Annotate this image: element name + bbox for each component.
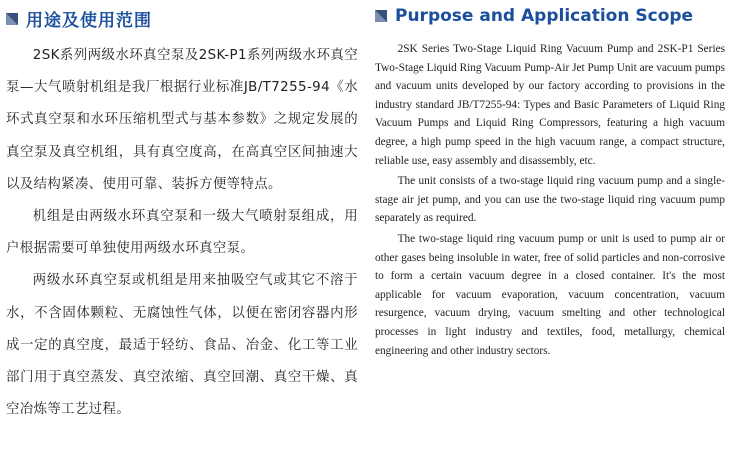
- diagonal-square-icon: [375, 10, 387, 22]
- chinese-heading: [6, 6, 152, 31]
- english-body: [375, 40, 725, 360]
- chinese-heading-text: 用途及使用范围: [26, 11, 152, 31]
- diagonal-square-icon: [6, 13, 18, 25]
- chinese-body: [6, 40, 358, 426]
- english-paragraph-3: The two-stage liquid ring vacuum pump or unit is used to pump air or other gases being insoluble in water, free of solid particles and non-corrosive to form a certain vacuum degree in a closed container. It's the most applicable for vacuum evaporation, vacuum concentration, vacuum resurgence, vacuum drying, vacuum smelting and other technological processes in light industry and textiles, food, metallurgy, chemical engineering and other industry sectors.: [375, 232, 725, 357]
- english-heading-text: Purpose and Application Scope: [395, 6, 694, 26]
- english-paragraph-1: 2SK Series Two-Stage Liquid Ring Vacuum Pump and 2SK-P1 Series Two-Stage Liquid Ring Vacuum Pump-Air Jet Pump Unit are vacuum pumps and vacuum units developed by our factory according to provisions in the industry standard JB/T7255-94: Types and Basic Parameters of Liquid Ring Vacuum Pumps and Liquid Ring Compressors, featuring a high vacuum degree, a high pump speed in the high vacuum range, a compact structure, reliable use, easy assembly and disassembly, etc.: [375, 43, 725, 167]
- chinese-paragraph-1: 2SK系列两级水环真空泵及2SK-P1系列两级水环真空泵—大气喷射机组是我厂根据行业标准JB/T7255-94《水环式真空泵和水环压缩机型式与基本参数》之规定发展的真空泵及真空机组，具有真空度高，在高真空区间抽速大以及结构紧凑、使用可靠、装拆方便等特点。: [6, 48, 358, 192]
- chinese-paragraph-2: 机组是由两级水环真空泵和一级大气喷射泵组成，用户根据需要可单独使用两级水环真空泵。: [6, 209, 358, 257]
- english-heading: [375, 6, 693, 26]
- english-paragraph-2: The unit consists of a two-stage liquid ring vacuum pump and a single-stage air jet pump, and you can use the two-stage liquid ring vacuum pump separately as required.: [375, 175, 725, 225]
- chinese-paragraph-3: 两级水环真空泵或机组是用来抽吸空气或其它不溶于水，不含固体颗粒、无腐蚀性气体，以便在密闭容器内形成一定的真空度，最适于轻纺、食品、冶金、化工等工业部门用于真空蒸发、真空浓缩、真空回潮、真空干燥、真空冶炼等工艺过程。: [6, 273, 358, 418]
